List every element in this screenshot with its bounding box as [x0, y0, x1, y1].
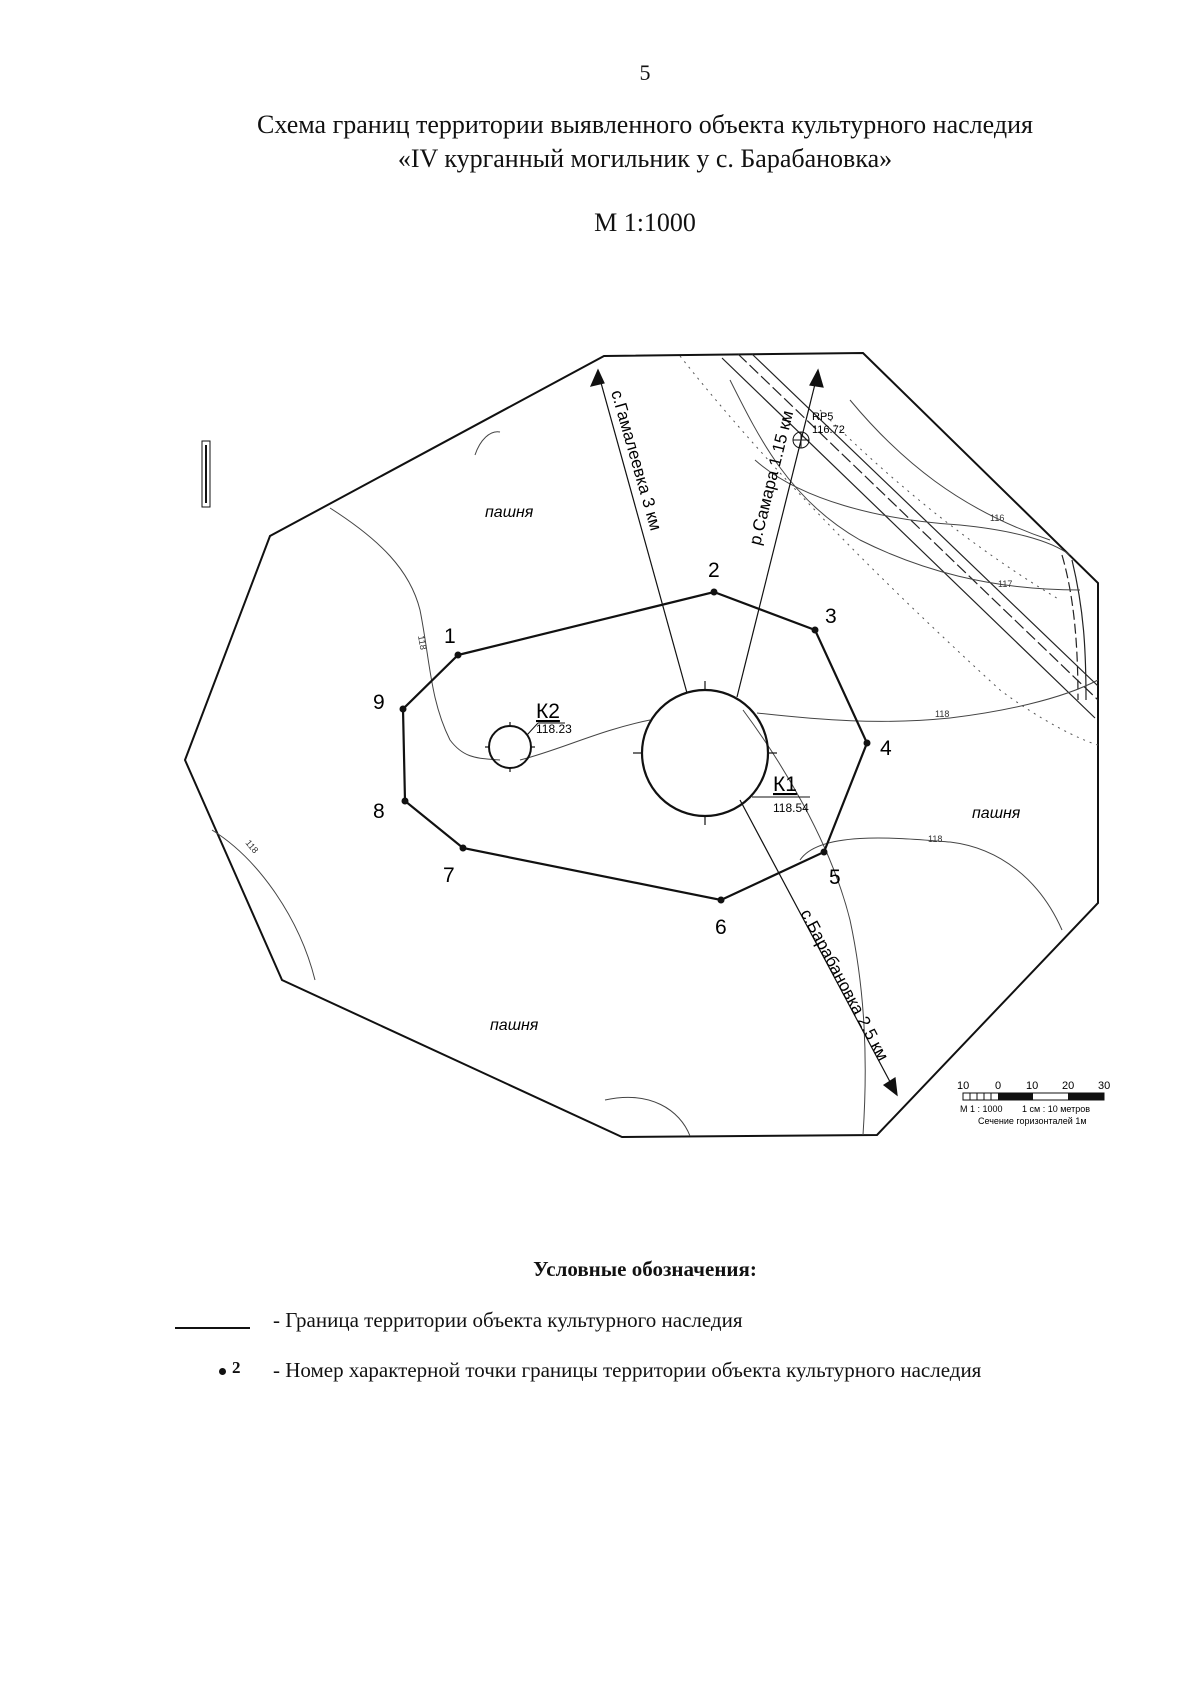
scale-bar-label: М 1 : 1000: [960, 1104, 1003, 1114]
scale-tick-3: 10: [1026, 1080, 1039, 1092]
legend-boundary-line: [175, 1327, 250, 1329]
dotted-zone: [680, 356, 1098, 745]
scale-bar-ratio: 1 см : 10 метров: [1022, 1104, 1091, 1114]
kurgan-k1-label: К1: [773, 773, 797, 796]
point-label-8: 8: [373, 800, 385, 823]
field-label-1: пашня: [485, 504, 534, 521]
contour-label-5: 117: [998, 579, 1013, 589]
kurgan-k1-elevation: 118.54: [773, 801, 809, 815]
scale-tick-1: 10: [957, 1080, 970, 1092]
contour-label-3: 118: [928, 834, 943, 844]
title-line-1: Схема границ территории выявленного объекта культурного наследия: [257, 110, 1033, 139]
point-label-3: 3: [825, 605, 837, 628]
point-label-7: 7: [443, 864, 455, 887]
legend-point-dot: [219, 1368, 226, 1375]
point-label-9: 9: [373, 691, 385, 714]
legend-point-number: 2: [232, 1358, 241, 1377]
contour-label-1: 118: [416, 634, 429, 651]
point-label-4: 4: [880, 737, 892, 760]
legend-title: Условные обозначения:: [533, 1257, 757, 1281]
kurgan-k2-elevation: 118.23: [536, 722, 572, 736]
contour-label-6: 116: [990, 513, 1005, 523]
benchmark-elevation: 116.72: [812, 424, 845, 436]
heritage-boundary: [403, 592, 867, 900]
benchmark-rp5: [793, 432, 809, 448]
point-label-2: 2: [708, 559, 720, 582]
scale-bar-contour-interval: Сечение горизонталей 1м: [978, 1116, 1087, 1126]
map-scale: М 1:1000: [594, 208, 696, 237]
scale-tick-4: 20: [1062, 1080, 1075, 1092]
point-label-1: 1: [444, 625, 456, 648]
contour-label-4: 118: [243, 837, 261, 856]
direction-samara: р.Самара 1.15 км: [745, 408, 798, 547]
point-label-6: 6: [715, 916, 727, 939]
point-label-5: 5: [829, 866, 841, 889]
scale-tick-2: 0: [995, 1080, 1002, 1092]
boundary-points: [400, 589, 871, 904]
legend-point-desc: - Номер характерной точки границы территории объекта культурного наследия: [273, 1358, 982, 1382]
page-number: 5: [639, 60, 651, 85]
north-arrow: [202, 441, 210, 507]
field-label-3: пашня: [490, 1017, 539, 1034]
contour-label-2: 118: [935, 709, 950, 719]
legend-boundary-desc: - Граница территории объекта культурного наследия: [273, 1308, 743, 1332]
direction-gamaleevka: с.Гамалеевка 3 км: [607, 387, 666, 533]
benchmark-label: RP5: [812, 411, 834, 423]
title-line-2: «IV курганный могильник у с. Барабановка»: [397, 144, 893, 173]
scale-bar: [963, 1093, 1104, 1100]
direction-barabanovka: с.Барабановка 2.5 км: [796, 905, 893, 1064]
scale-tick-5: 30: [1098, 1080, 1111, 1092]
kurgan-k2-label: К2: [536, 700, 560, 723]
field-label-2: пашня: [972, 805, 1021, 822]
